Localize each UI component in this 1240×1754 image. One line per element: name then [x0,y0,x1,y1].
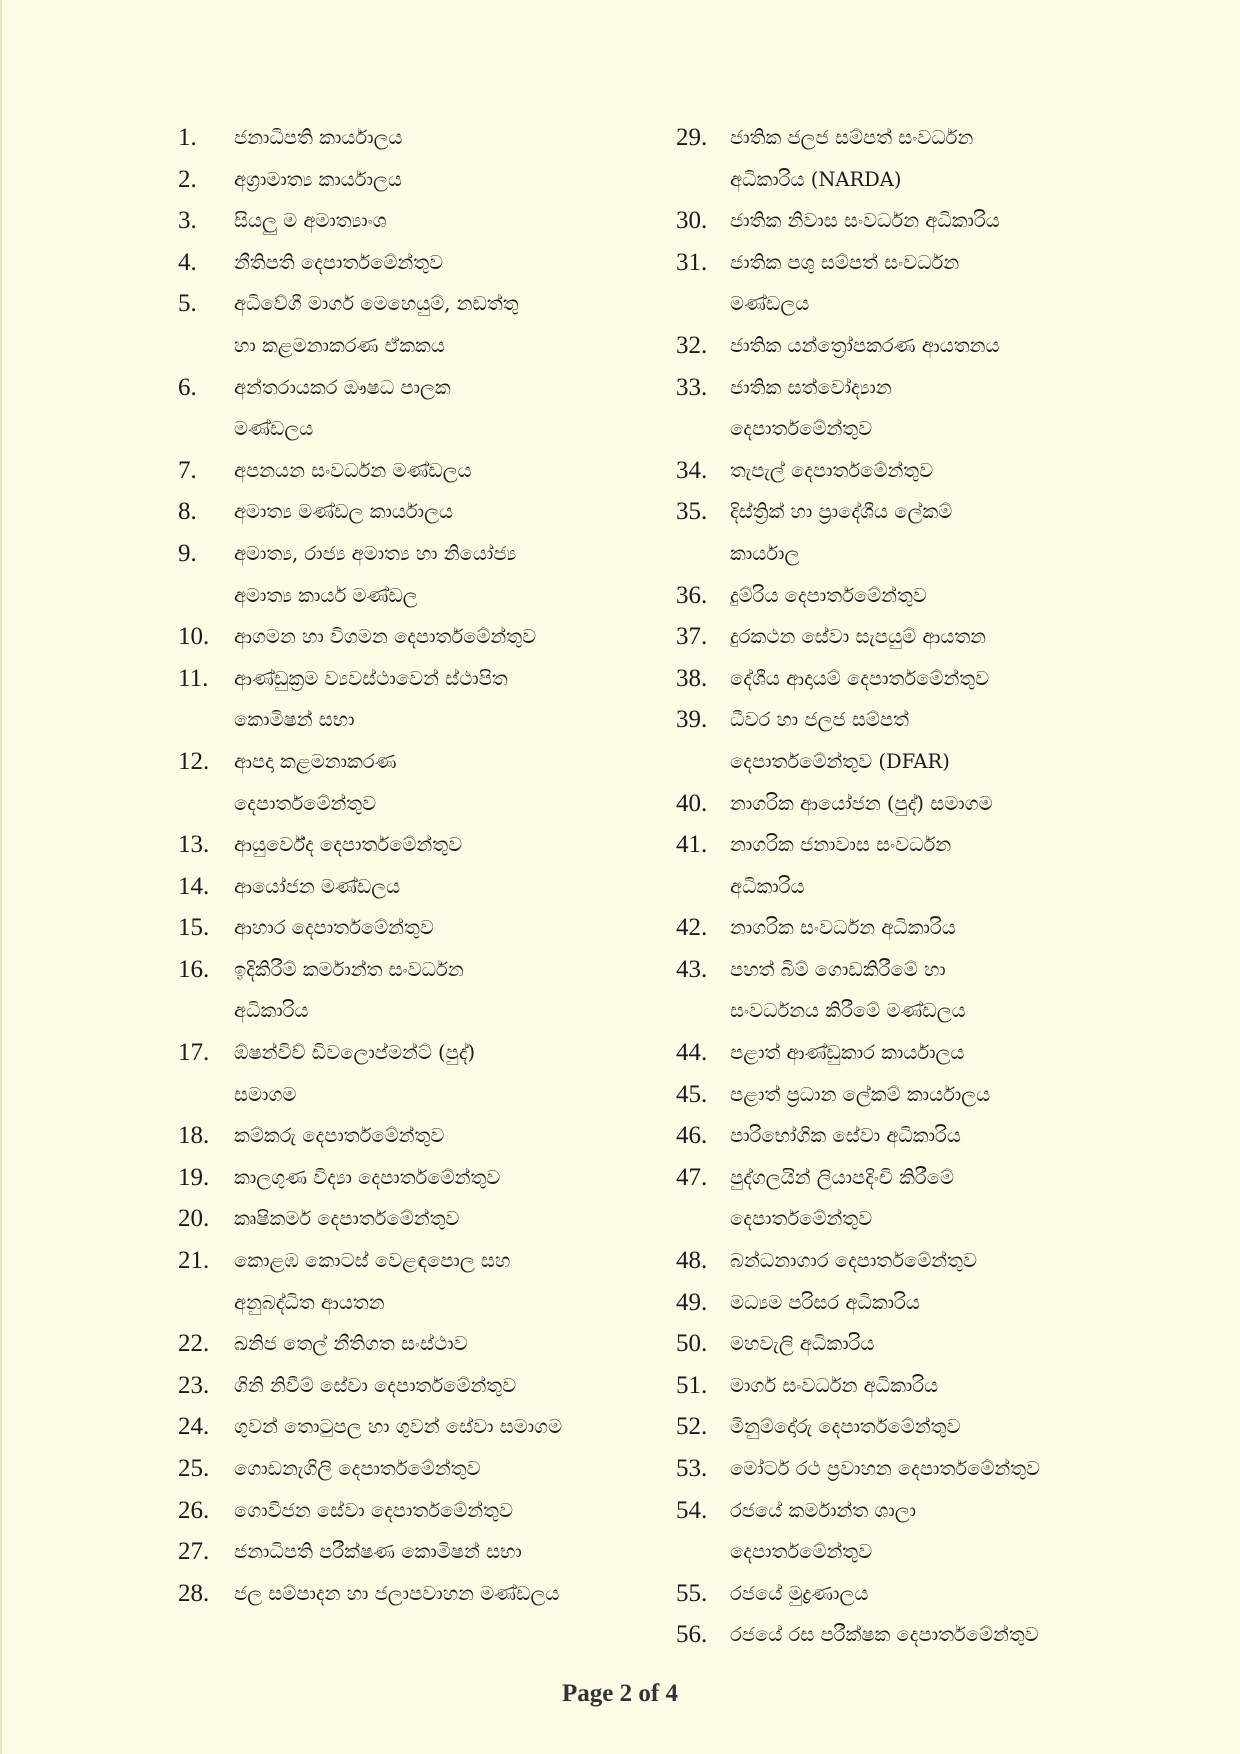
list-item-text [234,1240,668,1323]
list-item-number: 5. [178,290,197,318]
list-item-line: හා කළමනාකරණ ඒකකය [234,333,445,357]
list-item [178,824,668,866]
list-item-line: දිස්ත්‍රික් හා ප්‍රාදේශීය ලේකම් [730,500,953,524]
list-item-line: ඉදිකිරීම් කර්මාන්ත සංවර්ධන [234,957,464,981]
list-item-number: 25. [178,1455,210,1482]
list-item-line: දෙපාර්තමේන්තුව [730,1540,873,1564]
list-item [178,1448,668,1490]
list-item [178,1198,668,1240]
list-item [676,575,1146,617]
list-item [676,450,1146,492]
list-item-line: අධිකාරිය [730,874,805,898]
list-item-number: 11. [178,664,209,692]
list-item-text [234,1323,668,1365]
list-item-number: 7. [178,456,197,484]
list-item-number: 10. [178,623,210,651]
list-item-text [730,1032,1146,1074]
list-item-text [234,491,668,533]
list-item-text [234,533,668,616]
list-item [676,117,1146,200]
list-item-line: කාලගුණ විද්‍යා දෙපාර්තමේන්තුව [234,1165,501,1189]
list-item [676,1365,1146,1407]
list-item-line: සංවර්ධනය කිරීමේ මණ්ඩලය [730,999,966,1023]
list-item-line: දෙපාර්තමේන්තුව [234,791,377,815]
list-item-text [234,450,668,492]
list-item-line: අමාත්‍ය මණ්ඩල කාර්යාලය [234,500,453,524]
scan-edge [0,0,2,1754]
list-item-number: 30. [676,207,708,235]
list-item [178,1157,668,1199]
list-item-text [730,1323,1146,1365]
list-item [676,1573,1146,1615]
list-item [178,1573,668,1615]
list-item-line: අමාත්‍ය, රාජ්‍ය අමාත්‍ය හා නියෝජ්‍ය [234,541,517,565]
list-item-text [730,949,1146,1032]
list-item-text [730,450,1146,492]
list-item-number: 47. [676,1163,708,1191]
list-item [178,1406,668,1448]
list-item-text [234,1490,668,1532]
list-item-text [234,1032,668,1115]
list-item [178,367,668,450]
list-item-line: අමාත්‍ය කාර්ය මණ්ඩල [234,583,418,607]
list-item-line: කම්කරු දෙපාර්තමේන්තුව [234,1124,445,1148]
list-item-number: 48. [676,1247,708,1275]
list-item [178,1531,668,1573]
list-item [676,242,1146,325]
list-item [178,117,668,159]
list-item-number: 38. [676,664,708,692]
list-item-text [234,1198,668,1240]
list-item [178,616,668,658]
list-item-line: දුරකථන සේවා සැපයුම් ආයතන [730,625,987,649]
list-item-number: 56. [676,1621,708,1649]
list-item-number: 44. [676,1039,708,1067]
list-item-number: 49. [676,1288,708,1316]
list-item-text [730,1074,1146,1116]
list-item-number: 52. [676,1413,708,1441]
list-item-line: කොළඹ කොටස් වෙළඳපොල සහ [234,1249,511,1273]
list-item-text [730,200,1146,242]
list-item-line: පහත් බිම් ගොඩකිරීමේ හා [730,957,946,981]
list-item-text [234,1157,668,1199]
list-item [676,367,1146,450]
list-item-line: අග්‍රාමාත්‍ය කාර්යාලය [234,167,402,191]
list-item [676,1448,1146,1490]
list-item-line: කාර්යාල [730,541,800,565]
list-item-line: පාරිභෝගික සේවා අධිකාරිය [730,1124,961,1148]
list-item-number: 27. [178,1538,210,1566]
list-item-text [234,658,668,741]
list-item-number: 13. [178,831,210,859]
list-item-text [730,907,1146,949]
list-item [178,533,668,616]
list-item-number: 35. [676,498,708,526]
list-item-number: 45. [676,1080,708,1108]
list-item-line: මාර්ග සංවර්ධන අධිකාරිය [730,1373,939,1397]
list-item-line: ගුවන් තොටුපල හා ගුවන් සේවා සමාගම [234,1415,563,1439]
list-item-text [730,658,1146,700]
list-item-line: දෙපාර්තමේන්තුව (DFAR) [730,749,950,773]
list-item-number: 16. [178,955,210,983]
list-item [178,949,668,1032]
list-item-text [730,1448,1146,1490]
list-item-text [234,1573,668,1615]
list-item-line: ආයුර්වේද දෙපාර්තමේන්තුව [234,833,463,857]
list-item-text [730,491,1146,574]
list-item-line: නාගරික ආයෝජන (පුද්) සමාගම [730,791,993,815]
list-item-line: ඛනිජ තෙල් නීතිගත සංස්ථාව [234,1332,468,1356]
list-item-line: සමාගම [234,1082,297,1106]
list-item-number: 41. [676,831,708,859]
list-item-line: නාගරික ජනාවාස සංවර්ධන [730,833,952,857]
list-item-line: දෙපාර්තමේන්තුව [730,1207,873,1231]
list-item-text [234,117,668,159]
list-item-line: නීතිපති දෙපාර්තමේන්තුව [234,250,444,274]
list-item-number: 28. [178,1579,210,1607]
list-item-number: 14. [178,872,210,900]
list-item-number: 18. [178,1122,210,1150]
list-item-line: දෙපාර්තමේන්තුව [730,417,873,441]
list-item [676,658,1146,700]
list-item-number: 55. [676,1579,708,1607]
list-item-text [730,575,1146,617]
list-item-text [730,824,1146,907]
list-item-number: 43. [676,955,708,983]
list-item-line: අධිකාරිය [234,999,309,1023]
list-item-text [730,1406,1146,1448]
list-item-line: පුද්ගලයින් ලියාපදිංචි කිරීමේ [730,1165,954,1189]
list-item-line: ජල සම්පාදන හා ජලාපවාහන මණ්ඩලය [234,1581,560,1605]
list-item-number: 20. [178,1205,210,1233]
list-item-number: 24. [178,1413,210,1441]
list-item-text [234,616,668,658]
list-item [178,1323,668,1365]
institution-list-right [676,117,1146,1656]
list-item-line: කොමිෂන් සභා [234,708,355,732]
list-item-text [730,1282,1146,1324]
list-item-line: රජයේ මුද්‍රණාලය [730,1581,869,1605]
list-item [178,658,668,741]
list-item-text [730,699,1146,782]
list-item-text [234,200,668,242]
list-item [676,1614,1146,1656]
list-item [676,1406,1146,1448]
list-item [178,1032,668,1115]
list-item-number: 37. [676,623,708,651]
list-item-line: ජාතික පශු සම්පත් සංවර්ධන [730,250,960,274]
list-item [676,1115,1146,1157]
list-item-number: 53. [676,1455,708,1482]
list-item-line: ජාතික යන්ත්‍රෝපකරණ ආයතනය [730,333,1000,357]
list-item [178,866,668,908]
list-item-text [234,367,668,450]
list-item [676,200,1146,242]
list-item-number: 15. [178,914,210,942]
list-item-line: නාගරික සංවර්ධන අධිකාරිය [730,916,956,940]
list-item-text [234,1406,668,1448]
list-item-text [234,1448,668,1490]
list-item-line: රජයේ කර්මාන්ත ශාලා [730,1498,917,1522]
list-item-number: 9. [178,539,197,567]
list-item-line: ආගමන හා විගමන දෙපාර්තමේන්තුව [234,625,537,649]
list-item-text [234,159,668,201]
list-item-text [730,783,1146,825]
list-item-number: 3. [178,207,197,235]
list-item-number: 4. [178,248,197,276]
list-item-line: අපනයන සංවර්ධන මණ්ඩලය [234,458,472,482]
list-item-line: අන්තරායකර ඖෂධ පාලක [234,375,451,399]
list-item-number: 26. [178,1496,210,1524]
list-item-text [730,367,1146,450]
list-item-number: 23. [178,1371,210,1399]
list-item-line: මිනුම්දෝරු දෙපාර්තමේන්තුව [730,1415,961,1439]
list-item-number: 50. [676,1330,708,1358]
list-item [676,1282,1146,1324]
list-item-line: ආහාර දෙපාර්තමේන්තුව [234,916,434,940]
list-item-number: 19. [178,1163,210,1191]
list-item-line: ජාතික ජලජ සම්පත් සංවර්ධන [730,126,974,149]
list-item [676,1240,1146,1282]
list-item-text [730,1614,1146,1656]
page-number: Page 2 of 4 [562,1680,678,1707]
list-item-text [730,616,1146,658]
list-item-line: ජනාධිපති කාර්යාලය [234,126,403,149]
list-item-line: ගිනි නිවීම් සේවා දෙපාර්තමේන්තුව [234,1373,517,1397]
list-item-line: කෘෂිකර්ම දෙපාර්තමේන්තුව [234,1207,460,1231]
list-item-number: 32. [676,331,708,359]
list-item-line: ජාතික සත්වෝද්‍යාන [730,375,892,399]
list-item-number: 29. [676,124,708,151]
list-item-text [730,1490,1146,1573]
list-item-line: ජාතික නිවාස සංවර්ධන අධිකාරිය [730,209,1000,233]
list-item-line: සියලු ම අමාත්‍යාංශ [234,209,387,233]
list-item-text [730,1157,1146,1240]
list-item-text [234,824,668,866]
list-item-text [234,866,668,908]
list-item-number: 33. [676,373,708,401]
list-item-line: බන්ධනාගාර දෙපාර්තමේන්තුව [730,1249,977,1273]
list-item [178,1115,668,1157]
list-item [676,1490,1146,1573]
list-item [178,200,668,242]
list-item [178,1365,668,1407]
list-item-line: තැපැල් දෙපාර්තමේන්තුව [730,458,934,482]
list-item-line: ගොවිජන සේවා දෙපාර්තමේන්තුව [234,1498,513,1522]
list-item-number: 1. [178,124,197,151]
list-item-number: 46. [676,1122,708,1150]
list-item-line: මධ්‍යම පරිසර අධිකාරිය [730,1290,920,1314]
list-item-text [234,1115,668,1157]
list-item-text [730,242,1146,325]
list-item [676,616,1146,658]
list-item [676,699,1146,782]
list-item-text [234,1365,668,1407]
list-item-line: ආණ්ඩුක්‍රම ව්‍යවස්ථාවෙන් ස්ථාපිත [234,666,508,690]
list-item [676,949,1146,1032]
list-item-line: ජනාධිපති පරීක්ෂණ කොමිෂන් සභා [234,1540,522,1564]
list-item-line: මහවැලි අධිකාරිය [730,1332,875,1356]
list-item-line: ධීවර හා ජලජ සම්පත් [730,708,909,732]
list-item-text [234,1531,668,1573]
list-item-number: 54. [676,1496,708,1524]
list-item-line: පළාත් ආණ්ඩුකාර කාර්යාලය [730,1041,965,1065]
list-item-number: 36. [676,581,708,609]
list-item-text [730,325,1146,367]
list-item [178,283,668,366]
list-item-line: දේශීය ආදායම් දෙපාර්තමේන්තුව [730,666,990,690]
list-item-number: 2. [178,165,197,193]
list-item-number: 6. [178,373,197,401]
list-item [676,824,1146,907]
list-item-line: ආපදා කළමනාකරණ [234,749,397,773]
list-item-line: පළාත් ප්‍රධාන ලේකම් කාර්යාලය [730,1082,991,1106]
list-item-number: 12. [178,747,210,775]
list-item [676,1157,1146,1240]
institution-list-left [178,117,668,1614]
list-item [676,783,1146,825]
list-item-number: 34. [676,456,708,484]
list-item-line: ගොඩනැගිලි දෙපාර්තමේන්තුව [234,1457,481,1480]
list-item-number: 42. [676,914,708,942]
list-item-text [234,741,668,824]
list-item [178,741,668,824]
list-item-text [234,949,668,1032]
list-item-text [730,1573,1146,1615]
list-item-number: 39. [676,706,708,734]
list-item [676,1074,1146,1116]
list-item-text [234,283,668,366]
list-item-line: රජයේ රස පරීක්ෂක දෙපාර්තමේන්තුව [730,1623,1039,1647]
list-item-number: 31. [676,248,708,276]
list-item [178,450,668,492]
list-item-text [730,1240,1146,1282]
list-item-text [730,117,1146,200]
list-item-text [730,1365,1146,1407]
list-item-number: 21. [178,1247,210,1275]
list-item [178,1490,668,1532]
list-item-number: 17. [178,1039,210,1067]
list-item-line: අනුබද්ධිත ආයතන [234,1290,385,1314]
list-item [178,907,668,949]
list-item [676,491,1146,574]
list-item [178,491,668,533]
list-item [178,1240,668,1323]
list-item-number: 22. [178,1330,210,1358]
list-item-line: අධිවේගී මාර්ග මෙහෙයුම්, නඩත්තු [234,292,519,316]
list-item-line: ඕෂන්විව් ඩිවලොප්මන්ට් (පුද්) [234,1041,476,1065]
list-item [676,325,1146,367]
list-item [676,1323,1146,1365]
list-item [676,1032,1146,1074]
list-item [178,242,668,284]
list-item-number: 8. [178,498,197,526]
list-item-line: මණ්ඩලය [730,292,810,316]
list-item-text [234,907,668,949]
list-item-line: ආයෝජන මණ්ඩලය [234,874,401,898]
list-item-number: 51. [676,1371,708,1399]
list-item [178,159,668,201]
list-item-text [730,1115,1146,1157]
list-item [676,907,1146,949]
list-item-number: 40. [676,789,708,817]
list-item-text [234,242,668,284]
list-item-line: මෝටර් රථ ප්‍රවාහන දෙපාර්තමේන්තුව [730,1457,1041,1480]
list-item-line: අධිකාරිය (NARDA) [730,167,902,191]
list-item-line: මණ්ඩලය [234,417,314,441]
list-item-line: දුම්රිය දෙපාර්තමේන්තුව [730,583,927,607]
